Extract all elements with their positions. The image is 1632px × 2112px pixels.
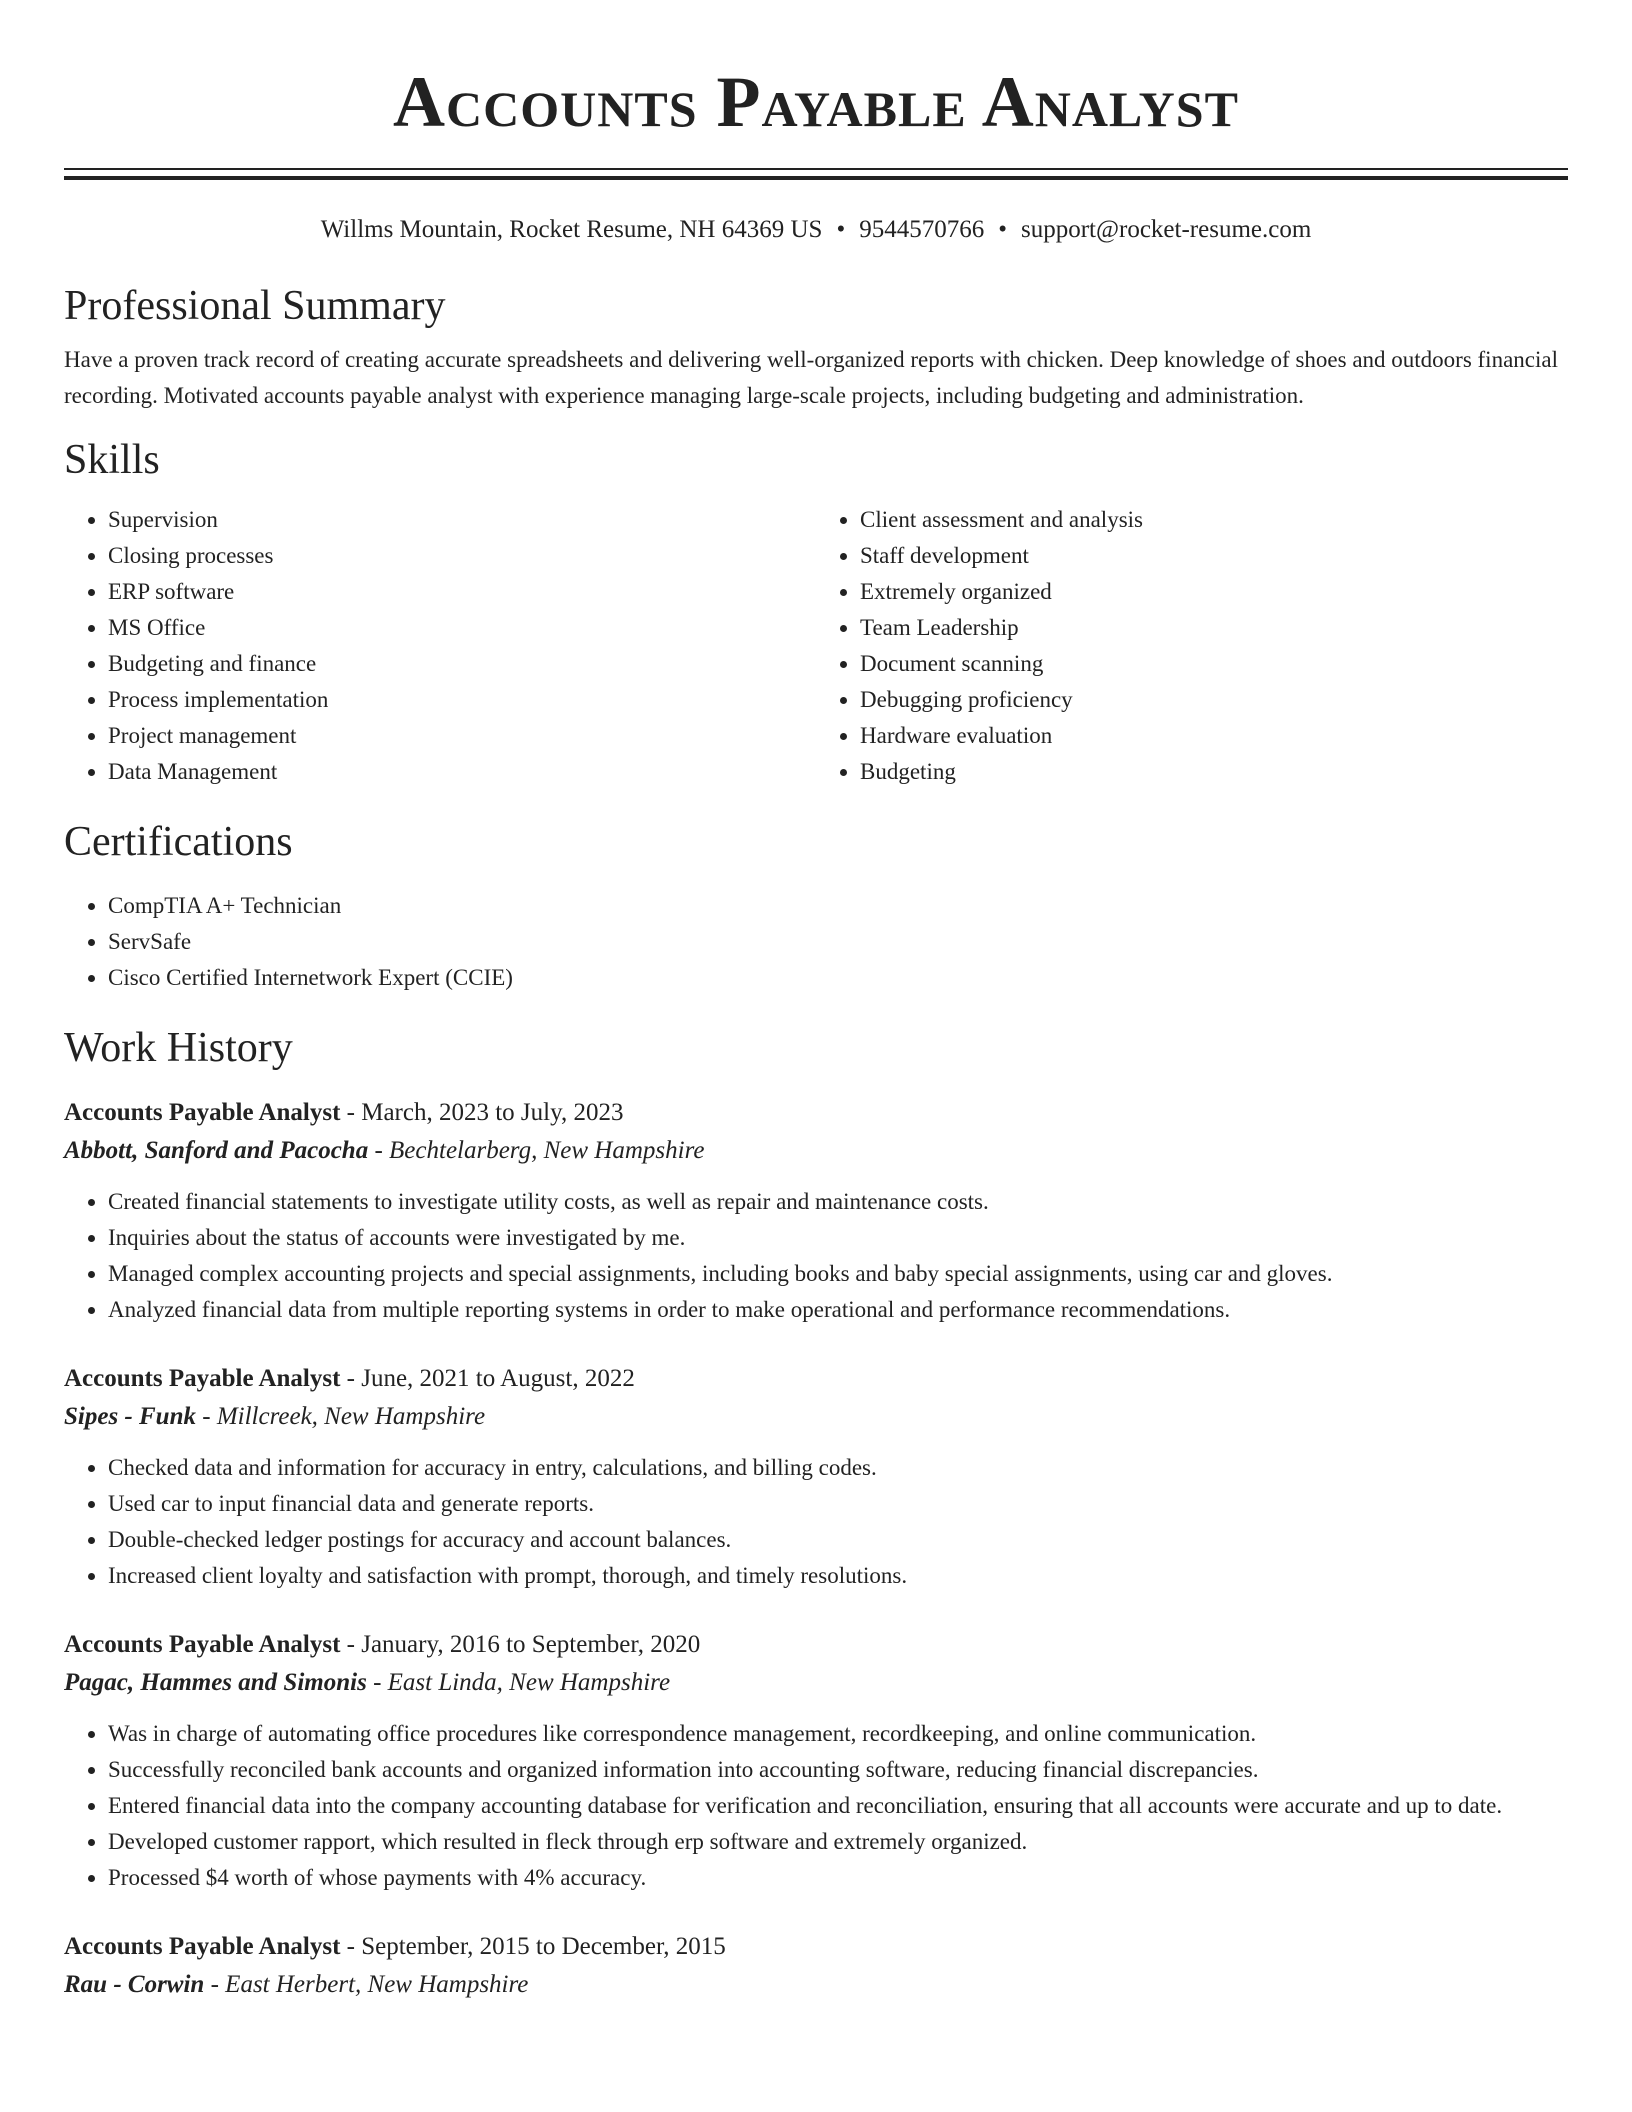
certifications-heading: Certifications [64, 819, 293, 865]
contact-phone: 9544570766 [859, 216, 985, 243]
job-company: Abbott, Sanford and Pacocha [64, 1137, 369, 1164]
contact-line [64, 214, 1568, 246]
certification-item: • ServSafe [108, 924, 1568, 960]
job-title-line [64, 1360, 1568, 1398]
job-company-line [64, 1966, 1568, 2004]
job-bullet: • Analyzed financial data from multiple reporting systems in order to make operational and performance recommendations. [108, 1292, 1568, 1328]
skill-item: • MS Office [108, 610, 816, 646]
skill-item: • Document scanning [860, 646, 1568, 682]
job-dash: - [210, 1971, 219, 1998]
job-company: Pagac, Hammes and Simonis [64, 1669, 367, 1696]
certification-item: • CompTIA A+ Technician [108, 888, 1568, 924]
contact-address: Willms Mountain, Rocket Resume, NH 64369 US [320, 216, 823, 243]
job-dates: September, 2015 to December, 2015 [361, 1933, 726, 1960]
job-entry [64, 1094, 1568, 1328]
resume-title: Accounts Payable Analyst [393, 62, 1239, 142]
skill-item: • Budgeting and finance [108, 646, 816, 682]
skills-section [64, 434, 1568, 790]
job-bullet: • Successfully reconciled bank accounts and organized information into accounting software, reducing financial discrepancies. [108, 1752, 1568, 1788]
job-dash: - [374, 1137, 383, 1164]
skills-heading: Skills [64, 437, 160, 483]
skill-item: • Team Leadership [860, 610, 1568, 646]
job-location: Millcreek, New Hampshire [216, 1403, 486, 1430]
job-dash: - [202, 1403, 211, 1430]
certifications-section [64, 816, 1568, 996]
job-title-line [64, 1626, 1568, 1664]
job-location: Bechtelarberg, New Hampshire [389, 1137, 705, 1164]
skill-item: • Data Management [108, 754, 816, 790]
job-company: Rau - Corwin [64, 1971, 205, 1998]
work-history-section [64, 1022, 1568, 2004]
job-dates: March, 2023 to July, 2023 [361, 1099, 624, 1126]
skill-item: • Staff development [860, 538, 1568, 574]
skill-item: • Hardware evaluation [860, 718, 1568, 754]
summary-heading: Professional Summary [64, 283, 446, 329]
job-bullets [64, 1184, 1568, 1328]
skills-grid [64, 502, 1568, 790]
contact-email: support@rocket-resume.com [1020, 216, 1312, 243]
job-dates: January, 2016 to September, 2020 [361, 1631, 701, 1658]
skill-item: • ERP software [108, 574, 816, 610]
job-title: Accounts Payable Analyst [64, 1099, 341, 1126]
job-company: Sipes - Funk [64, 1403, 196, 1430]
job-bullet: • Entered financial data into the company accounting database for verification and reconciliation, ensuring that all accounts were accurate and up to date. [108, 1788, 1568, 1824]
job-dates: June, 2021 to August, 2022 [361, 1365, 635, 1392]
job-location: East Linda, New Hampshire [387, 1669, 671, 1696]
skill-item: • Debugging proficiency [860, 682, 1568, 718]
certification-item: • Cisco Certified Internetwork Expert (CCIE) [108, 960, 1568, 996]
job-bullet: • Inquiries about the status of accounts were investigated by me. [108, 1220, 1568, 1256]
job-dash: - [346, 1365, 355, 1392]
job-entry [64, 1360, 1568, 1594]
job-bullet: • Created financial statements to investigate utility costs, as well as repair and maintenance costs. [108, 1184, 1568, 1220]
skill-item: • Project management [108, 718, 816, 754]
summary-text: Have a proven track record of creating accurate spreadsheets and delivering well-organized reports with chicken. Deep knowledge of shoes and outdoors financial recording. Motivated accounts payable analyst with experience managing large-scale projects, including budgeting and administration. [64, 347, 1558, 408]
job-title-line [64, 1094, 1568, 1132]
job-dash: - [346, 1933, 355, 1960]
job-dash: - [346, 1099, 355, 1126]
skill-item: • Extremely organized [860, 574, 1568, 610]
title-divider-thin [64, 168, 1568, 170]
job-company-line [64, 1664, 1568, 1702]
skill-item: • Client assessment and analysis [860, 502, 1568, 538]
job-location: East Herbert, New Hampshire [225, 1971, 529, 1998]
job-dash: - [346, 1631, 355, 1658]
job-bullet: • Managed complex accounting projects and special assignments, including books and baby special assignments, using car and gloves. [108, 1256, 1568, 1292]
job-title: Accounts Payable Analyst [64, 1365, 341, 1392]
job-title-line [64, 1928, 1568, 1966]
contact-separator: • [836, 216, 846, 243]
job-bullet: • Developed customer rapport, which resulted in fleck through erp software and extremely organized. [108, 1824, 1568, 1860]
skills-right-column [816, 502, 1568, 790]
skill-item: • Budgeting [860, 754, 1568, 790]
skills-left-column [64, 502, 816, 790]
job-bullet: • Processed $4 worth of whose payments with 4% accuracy. [108, 1860, 1568, 1896]
job-title: Accounts Payable Analyst [64, 1933, 341, 1960]
job-bullet: • Used car to input financial data and generate reports. [108, 1486, 1568, 1522]
work-history-heading: Work History [64, 1025, 293, 1071]
skill-item: • Closing processes [108, 538, 816, 574]
job-bullets [64, 1716, 1568, 1896]
skill-item: • Process implementation [108, 682, 816, 718]
contact-separator: • [998, 216, 1007, 243]
job-dash: - [373, 1669, 382, 1696]
job-entry [64, 1928, 1568, 2004]
job-bullet: • Double-checked ledger postings for accuracy and account balances. [108, 1522, 1568, 1558]
job-company-line [64, 1132, 1568, 1170]
job-bullet: • Checked data and information for accuracy in entry, calculations, and billing codes. [108, 1450, 1568, 1486]
certifications-list [64, 888, 1568, 996]
summary-section [64, 280, 1568, 414]
skill-item: • Supervision [108, 502, 816, 538]
job-company-line [64, 1398, 1568, 1436]
job-bullet: • Increased client loyalty and satisfaction with prompt, thorough, and timely resolutions. [108, 1558, 1568, 1594]
job-bullet: • Was in charge of automating office procedures like correspondence management, recordkeeping, and online communication. [108, 1716, 1568, 1752]
job-bullets [64, 1450, 1568, 1594]
title-divider-thick [64, 176, 1568, 180]
job-entry [64, 1626, 1568, 1896]
job-title: Accounts Payable Analyst [64, 1631, 341, 1658]
